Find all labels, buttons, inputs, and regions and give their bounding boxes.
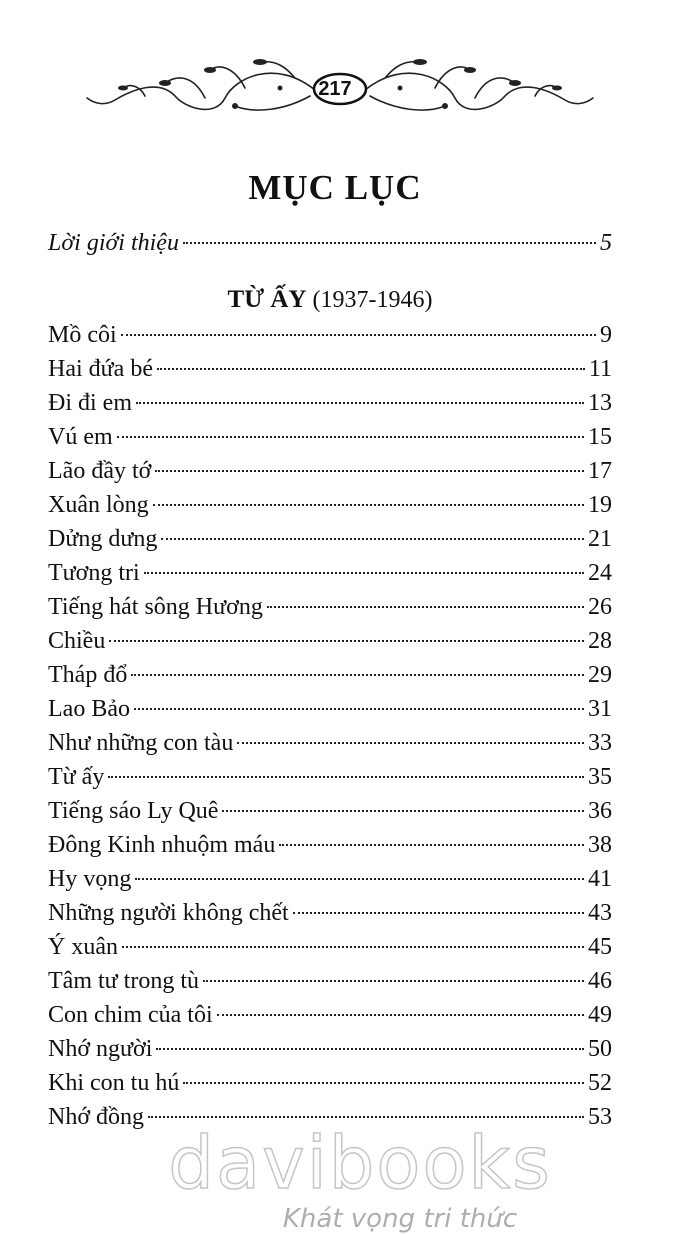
toc-row <box>48 454 612 488</box>
toc-page-number: 41 <box>588 866 612 892</box>
toc-row <box>48 352 612 386</box>
toc-label: Từ ấy <box>48 764 105 790</box>
section-years: (1937-1946) <box>312 287 433 313</box>
toc-row <box>48 590 612 624</box>
toc-row <box>48 1066 612 1100</box>
toc-row <box>48 692 612 726</box>
toc-page-number: 21 <box>588 526 612 552</box>
toc-label: Đi đi em <box>48 390 132 416</box>
dot-leader <box>183 1082 584 1084</box>
toc-row <box>48 964 612 998</box>
toc-row <box>48 862 612 896</box>
toc-page-number: 24 <box>588 560 612 586</box>
toc-page-number: 29 <box>588 662 612 688</box>
toc-label: Mồ côi <box>48 322 117 348</box>
toc-row <box>48 522 612 556</box>
toc-label: Tháp đổ <box>48 662 128 688</box>
toc-page-number: 26 <box>588 594 612 620</box>
toc-page-number: 49 <box>588 1002 612 1028</box>
toc-row <box>48 760 612 794</box>
section-heading <box>0 286 660 314</box>
toc-label: Hy vọng <box>48 866 132 892</box>
dot-leader <box>293 912 584 914</box>
toc-label: Tương tri <box>48 560 140 586</box>
dot-leader <box>109 640 584 642</box>
toc-page-number: 28 <box>588 628 612 654</box>
dot-leader <box>155 470 584 472</box>
toc-label: Tiếng hát sông Hương <box>48 594 263 620</box>
toc-label: Khi con tu hú <box>48 1070 180 1096</box>
toc-page-number: 35 <box>588 764 612 790</box>
toc-page-number: 5 <box>600 230 612 256</box>
dot-leader <box>183 242 596 244</box>
dot-leader <box>153 504 584 506</box>
dot-leader <box>134 708 584 710</box>
toc-page-number: 19 <box>588 492 612 518</box>
toc-row <box>48 726 612 760</box>
toc-label: Đông Kinh nhuộm máu <box>48 832 276 858</box>
watermark-brand: davibooks <box>168 1121 552 1205</box>
dot-leader <box>122 946 584 948</box>
toc-page-number: 11 <box>588 356 612 382</box>
toc-label: Như những con tàu <box>48 730 234 756</box>
toc-label: Lời giới thiệu <box>48 230 179 256</box>
dot-leader <box>222 810 584 812</box>
toc-label: Ý xuân <box>48 934 118 960</box>
dot-leader <box>267 606 584 608</box>
toc-row <box>48 556 612 590</box>
toc-row <box>48 930 612 964</box>
toc-row <box>48 624 612 658</box>
toc-row <box>48 318 612 352</box>
toc-page-number: 36 <box>588 798 612 824</box>
toc-row <box>48 1100 612 1134</box>
dot-leader <box>121 334 596 336</box>
dot-leader <box>135 878 584 880</box>
toc-label: Những người không chết <box>48 900 289 926</box>
watermark <box>150 1121 570 1234</box>
toc-label: Con chim của tôi <box>48 1002 213 1028</box>
toc-row <box>48 658 612 692</box>
toc-label: Tiếng sáo Ly Quê <box>48 798 219 824</box>
toc-row-intro <box>48 226 612 260</box>
toc-label: Xuân lòng <box>48 492 149 518</box>
dot-leader <box>136 402 584 404</box>
dot-leader <box>156 1048 584 1050</box>
toc-label: Lao Bảo <box>48 696 130 722</box>
toc-page-number: 17 <box>588 458 612 484</box>
dot-leader <box>108 776 584 778</box>
toc-label: Vú em <box>48 424 113 450</box>
dot-leader <box>148 1116 584 1118</box>
toc-page-number: 38 <box>588 832 612 858</box>
toc-page-number: 45 <box>588 934 612 960</box>
toc-label: Lão đầy tớ <box>48 458 152 484</box>
dot-leader <box>217 1014 584 1016</box>
toc-page-number: 9 <box>600 322 612 348</box>
toc-page-number: 43 <box>588 900 612 926</box>
toc-page-number: 15 <box>588 424 612 450</box>
dot-leader <box>279 844 584 846</box>
watermark-tagline: Khát vọng tri thức <box>282 1204 518 1234</box>
toc-page-number: 31 <box>588 696 612 722</box>
toc-label: Chiều <box>48 628 106 654</box>
toc-label: Dửng dưng <box>48 526 158 552</box>
toc-row <box>48 386 612 420</box>
toc-label: Hai đứa bé <box>48 356 153 382</box>
dot-leader <box>157 368 585 370</box>
toc-page-number: 33 <box>588 730 612 756</box>
toc-page-number: 50 <box>588 1036 612 1062</box>
dot-leader <box>144 572 584 574</box>
toc-row <box>48 896 612 930</box>
dot-leader <box>117 436 584 438</box>
dot-leader <box>237 742 584 744</box>
toc-label: Nhớ đồng <box>48 1104 145 1130</box>
toc-row <box>48 1032 612 1066</box>
toc-label: Nhớ người <box>48 1036 153 1062</box>
toc-row <box>48 488 612 522</box>
section-title: TỪ ẤY <box>227 286 307 313</box>
dot-leader <box>203 980 584 982</box>
toc-row <box>48 420 612 454</box>
page-title: MỤC LỤC <box>248 168 422 207</box>
toc-entries <box>48 318 612 1134</box>
toc-page-number: 52 <box>588 1070 612 1096</box>
dot-leader <box>131 674 584 676</box>
toc-page-number: 53 <box>588 1104 612 1130</box>
toc-label: Tâm tư trong tù <box>48 968 199 994</box>
dot-leader <box>161 538 584 540</box>
toc-page-number: 13 <box>588 390 612 416</box>
toc-page-number: 46 <box>588 968 612 994</box>
toc-row <box>48 794 612 828</box>
page-number: 217 <box>318 78 352 100</box>
toc-row <box>48 828 612 862</box>
toc-row <box>48 998 612 1032</box>
